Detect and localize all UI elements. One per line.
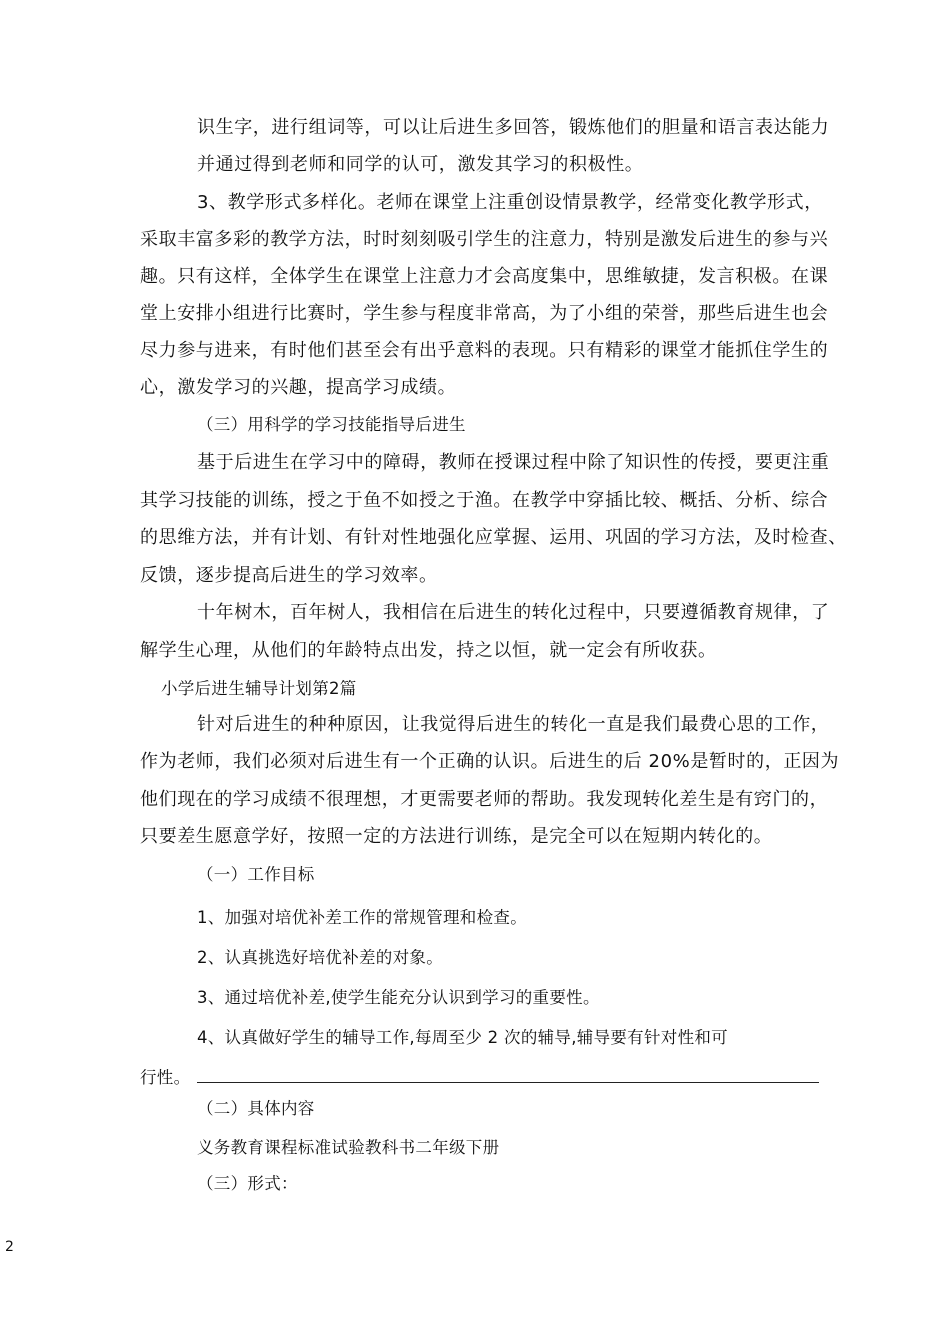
- section-heading: （三）形式：: [197, 1174, 298, 1193]
- section-heading: （一）工作目标: [197, 865, 315, 884]
- list-item: 4、认真做好学生的辅导工作,每周至少 2 次的辅导,辅导要有针对性和可: [197, 1028, 728, 1047]
- body-line: 趣。只有这样，全体学生在课堂上注意力才会高度集中，思维敏捷，发言积极。在课: [140, 266, 829, 287]
- body-line: 心，激发学习的兴趣，提高学习成绩。: [140, 377, 457, 398]
- body-line: 识生字，进行组词等，可以让后进生多回答，锻炼他们的胆量和语言表达能力: [197, 117, 830, 138]
- body-line: 其学习技能的训练，授之于鱼不如授之于渔。在教学中穿插比较、概括、分析、综合: [140, 490, 829, 511]
- body-line: 基于后进生在学习中的障碍，教师在授课过程中除了知识性的传授，要更注重: [197, 452, 830, 473]
- body-line: 3、教学形式多样化。老师在课堂上注重创设情景教学，经常变化教学形式，: [197, 192, 823, 213]
- article-title: 小学后进生辅导计划第2篇: [161, 679, 357, 698]
- body-line: 他们现在的学习成绩不很理想，才更需要老师的帮助。我发现转化差生是有窍门的，: [140, 789, 829, 810]
- body-line: 并通过得到老师和同学的认可，激发其学习的积极性。: [197, 154, 644, 175]
- body-line: 尽力参与进来，有时他们甚至会有出乎意料的表现。只有精彩的课堂才能抓住学生的: [140, 340, 829, 361]
- body-line: 堂上安排小组进行比赛时，学生参与程度非常高，为了小组的荣誉，那些后进生也会: [140, 303, 829, 324]
- body-line: 采取丰富多彩的教学方法，时时刻刻吸引学生的注意力，特别是激发后进生的参与兴: [140, 229, 829, 250]
- section-heading: （二）具体内容: [197, 1099, 315, 1118]
- list-item: 1、加强对培优补差工作的常规管理和检查。: [197, 908, 527, 927]
- body-line: 反馈，逐步提高后进生的学习效率。: [140, 565, 438, 586]
- body-line: 解学生心理，从他们的年龄特点出发，持之以恒，就一定会有所收获。: [140, 640, 717, 661]
- list-item: 2、认真挑选好培优补差的对象。: [197, 948, 443, 967]
- underline-rule: [197, 1082, 819, 1083]
- body-line: 的思维方法，并有计划、有针对性地强化应掌握、运用、巩固的学习方法，及时检查、: [140, 527, 847, 548]
- body-line: 作为老师，我们必须对后进生有一个正确的认识。后进生的后 20%是暂时的，正因为: [140, 751, 840, 772]
- page-number: 2: [5, 1239, 14, 1255]
- list-item: 3、通过培优补差,使学生能充分认识到学习的重要性。: [197, 988, 600, 1007]
- section-heading: （三）用科学的学习技能指导后进生: [197, 415, 466, 434]
- body-line: 十年树木，百年树人，我相信在后进生的转化过程中，只要遵循教育规律，了: [197, 602, 830, 623]
- body-line: 针对后进生的种种原因，让我觉得后进生的转化一直是我们最费心思的工作，: [197, 714, 830, 735]
- list-item-continuation: 行性。: [140, 1068, 191, 1087]
- body-line: 只要差生愿意学好，按照一定的方法进行训练，是完全可以在短期内转化的。: [140, 826, 773, 847]
- body-line: 义务教育课程标准试验教科书二年级下册: [197, 1138, 500, 1157]
